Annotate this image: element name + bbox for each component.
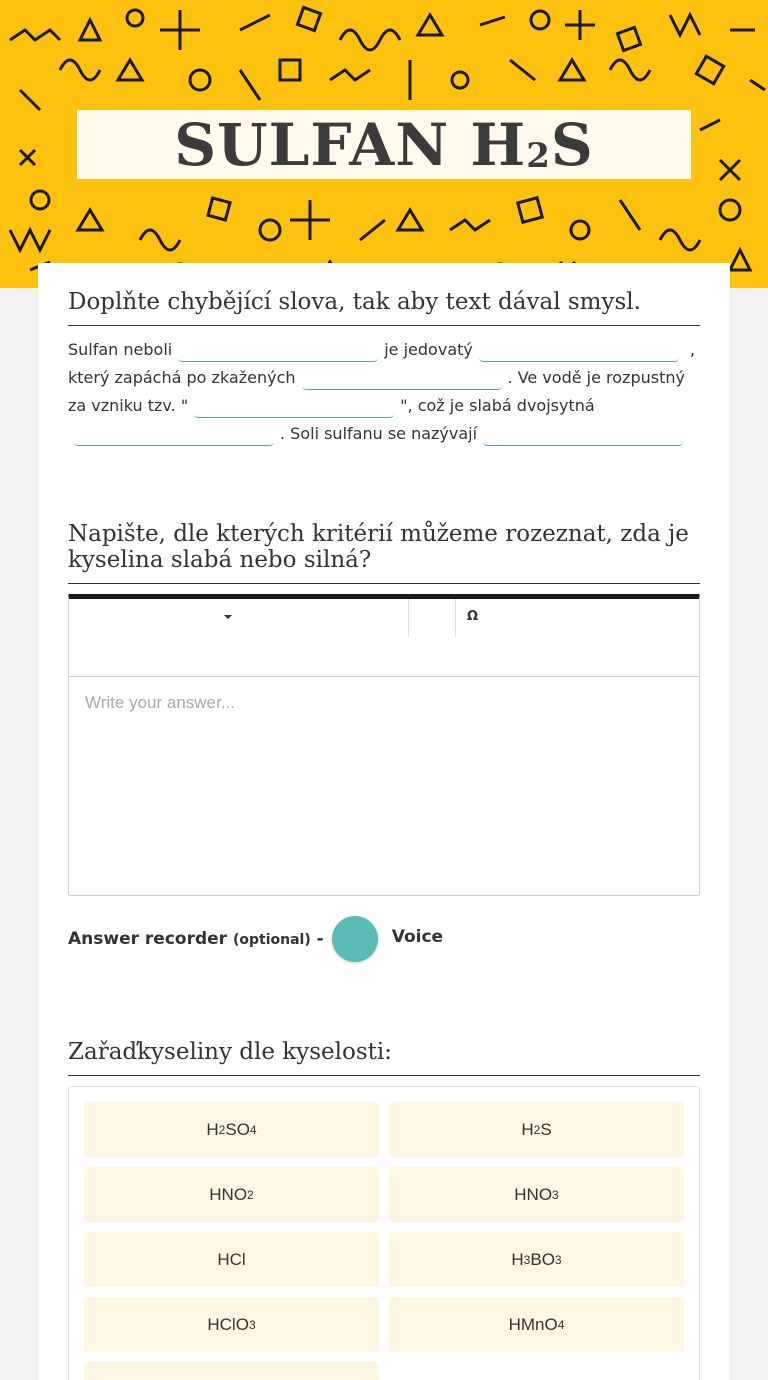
text-segment: Sulfan neboli: [68, 340, 173, 359]
toolbar-divider: [409, 599, 456, 637]
draggable-item[interactable]: H 2 SO 4: [84, 1102, 379, 1157]
draggable-item[interactable]: HNO 2: [84, 1167, 379, 1222]
answer-textarea[interactable]: Write your answer...: [85, 693, 235, 712]
question-title: Napište, dle kterých kritérií můžeme rozeznat, zda je kyselina slabá nebo silná?: [68, 521, 700, 584]
title-box: [77, 110, 691, 179]
text-segment: . Ve vodě je rozpustný za vzniku tzv. ": [68, 368, 685, 415]
recorder-label: Answer recorder (optional) -: [68, 929, 324, 949]
open-answer-section: [68, 521, 700, 962]
draggable-item[interactable]: HCl: [84, 1232, 379, 1287]
fill-in-text: [68, 336, 700, 448]
rich-text-editor: [68, 594, 700, 896]
text-segment: , který zapáchá po zkažených: [68, 340, 696, 387]
worksheet-card: [38, 263, 730, 1380]
draggable-item[interactable]: HNO 3: [389, 1167, 684, 1222]
draggable-item[interactable]: [84, 1362, 379, 1380]
page-title: SULFAN $H_2S$: [174, 110, 594, 179]
format-dropdown[interactable]: [69, 599, 409, 637]
draggable-item[interactable]: H 2 S: [389, 1102, 684, 1157]
sorting-section: [68, 1039, 700, 1380]
blank-input-1[interactable]: [178, 340, 378, 362]
draggable-item[interactable]: H 3 BO 3: [389, 1232, 684, 1287]
text-segment: ", což je slabá dvojsytná: [400, 396, 595, 415]
blank-input-4[interactable]: [194, 396, 394, 418]
text-segment: . Soli sulfanu se nazývají: [280, 424, 478, 443]
sortable-list: [68, 1086, 700, 1380]
answer-recorder: [68, 916, 700, 962]
draggable-item[interactable]: HMnO 4: [389, 1297, 684, 1352]
fill-in-section: [68, 289, 700, 448]
draggable-item[interactable]: HClO 3: [84, 1297, 379, 1352]
blank-input-6[interactable]: [483, 424, 683, 446]
voice-label: Voice: [391, 927, 444, 947]
blank-input-3[interactable]: [302, 368, 502, 390]
special-characters-icon[interactable]: Ω: [467, 609, 479, 624]
record-voice-button[interactable]: [332, 916, 378, 962]
blank-input-2[interactable]: [479, 340, 679, 362]
text-segment: je jedovatý: [384, 340, 473, 359]
caret-down-icon: [224, 615, 232, 619]
question-title: Zařaďkyseliny dle kyselosti:: [68, 1039, 700, 1076]
blank-input-5[interactable]: [74, 424, 274, 446]
header-banner: [0, 0, 768, 288]
editor-toolbar: [69, 599, 699, 677]
question-title: Doplňte chybějící slova, tak aby text dával smysl.: [68, 289, 700, 326]
